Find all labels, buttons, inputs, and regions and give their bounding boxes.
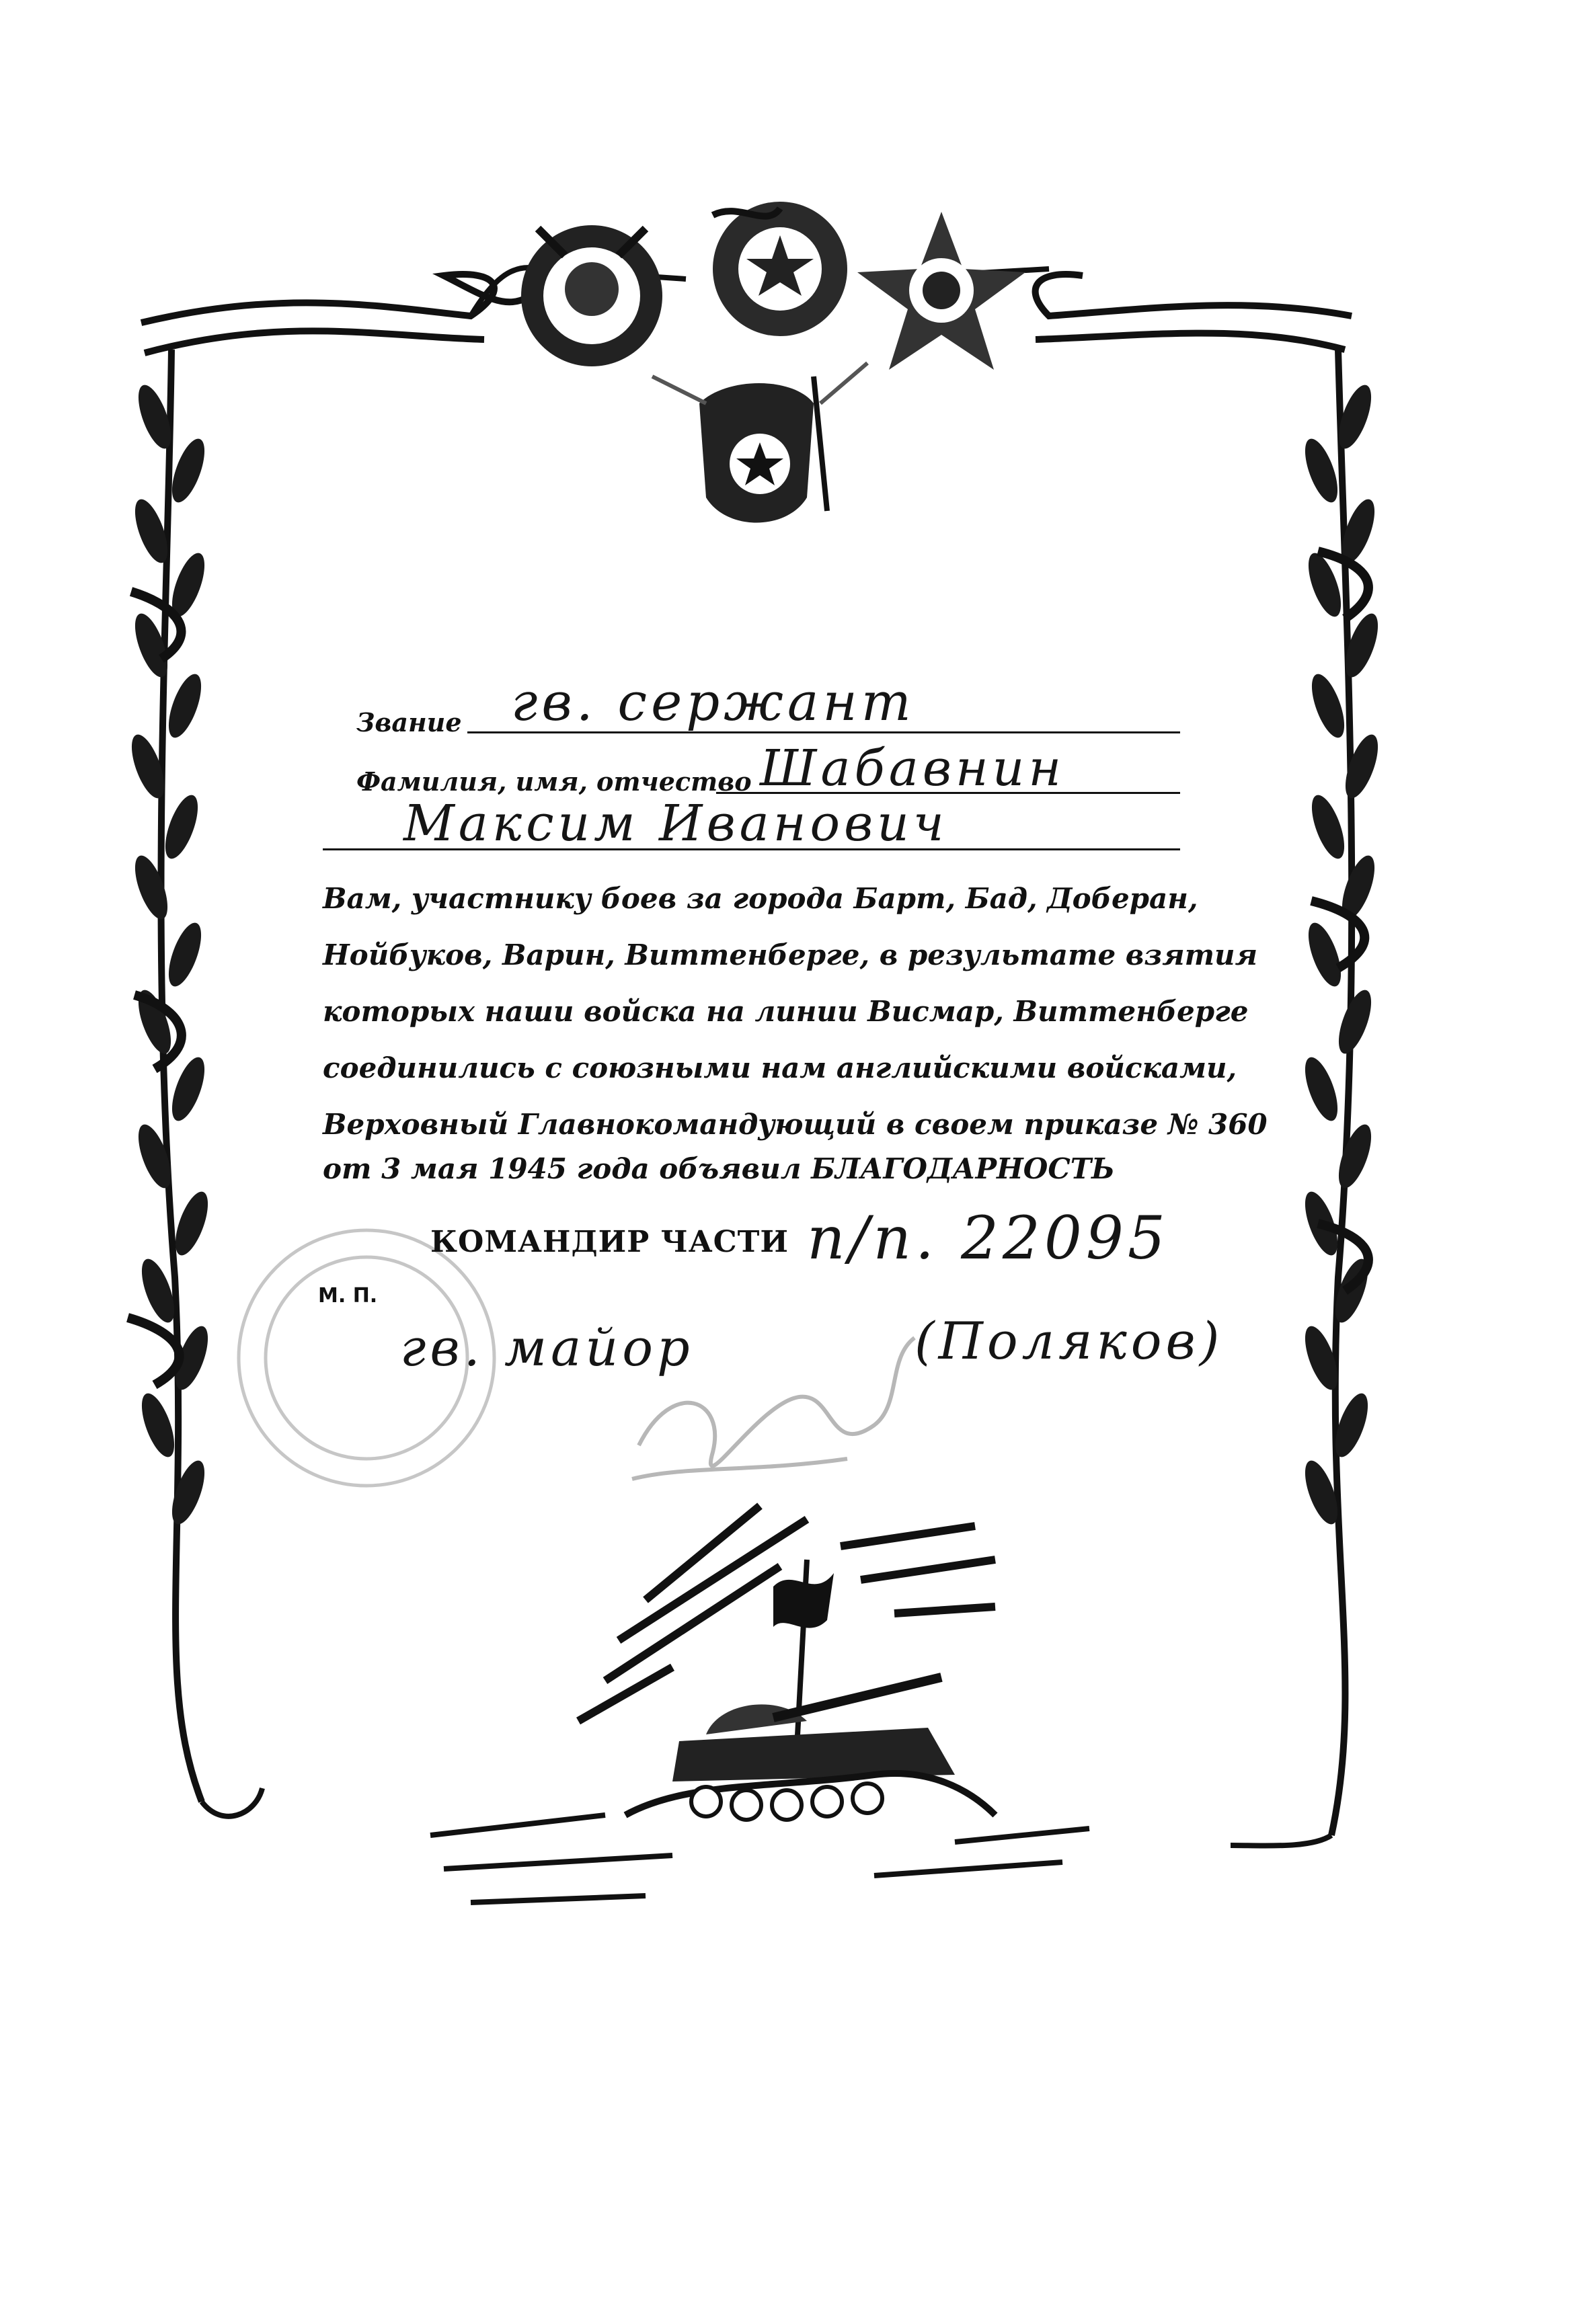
signer-name-value: (Поляков) xyxy=(915,1311,1224,1371)
body-line-5: Верховный Главнокомандующий в своем приказе № 360 xyxy=(323,1108,1268,1141)
unit-number-value: п/п. 22095 xyxy=(807,1203,1169,1273)
rank-label: Звание xyxy=(356,707,462,737)
body-line-3: которых наши войска на линии Висмар, Виттенберге xyxy=(323,995,1249,1028)
body-line-1: Вам, участнику боев за города Барт, Бад, Доберан, xyxy=(323,882,1198,915)
stamp-place-label: М. П. xyxy=(318,1284,378,1308)
laurel-branch-icon xyxy=(1231,350,1385,1846)
body-line-4: соединились с союзными нам английскими войсками, xyxy=(323,1051,1237,1084)
laurel-branch-icon xyxy=(125,350,262,1816)
commander-label: КОМАНДИР ЧАСТИ xyxy=(430,1225,789,1259)
tank-with-flag-icon xyxy=(430,1506,1089,1902)
surname-value: Шабавнин xyxy=(760,739,1066,797)
order-of-red-star-icon xyxy=(857,212,1025,370)
body-line-2: Нойбуков, Варин, Виттенберге, в результате взятия xyxy=(323,938,1258,971)
body-line-6: от 3 мая 1945 года объявил БЛАГОДАРНОСТЬ xyxy=(323,1152,1115,1185)
guards-badge-icon xyxy=(652,363,867,523)
order-of-lenin-icon xyxy=(521,225,662,366)
signer-rank-value: гв. майор xyxy=(400,1318,694,1377)
name-label: Фамилия, имя, отчество xyxy=(356,766,752,797)
given-names-value: Максим Иванович xyxy=(403,795,948,852)
order-of-red-banner-icon xyxy=(713,202,847,336)
rank-value: гв. сержант xyxy=(511,672,915,733)
